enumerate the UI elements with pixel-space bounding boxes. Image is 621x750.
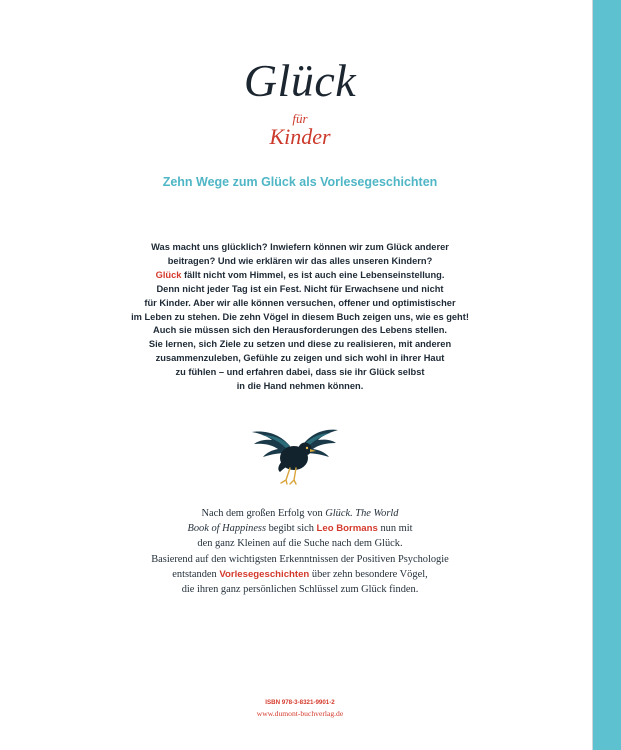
about-highlight: Vorlesegeschichten [219,568,310,580]
black-bird-flying-icon [250,420,340,490]
blurb-line-rest: fällt nicht vom Himmel, es ist auch eine Lebenseinstellung. [181,269,445,280]
isbn: ISBN 978-3-8321-9901-2 [265,699,335,706]
about-text [120,506,480,597]
book-subtitle: Zehn Wege zum Glück als Vorlesegeschichten [162,175,438,189]
blurb-line: beitragen? Und wie erklären wir das alles unseren Kindern? [167,255,433,266]
about-line [120,521,480,536]
blurb-line: Auch sie müssen sich den Herausforderungen des Lebens stellen. [153,325,447,336]
about-text-span: nun mit [377,523,413,535]
blurb-text [110,241,490,394]
spine-band [593,0,621,750]
blurb-line [110,269,490,283]
blurb-line: Denn nicht jeder Tag ist ein Fest. Nicht für Erwachsene und nicht [156,283,444,294]
blurb-line: im Leben zu stehen. Die zehn Vögel in diesem Buch zeigen uns, wie es geht! [131,311,469,322]
about-line: den ganz Kleinen auf die Suche nach dem Glück. [197,538,403,550]
about-line: die ihren ganz persönlichen Schlüssel zum Glück finden. [181,584,419,596]
blurb-line: für Kinder. Aber wir alle können versuchen, offener und optimistischer [144,297,456,308]
blurb-line: Sie lernen, sich Ziele zu setzen und diese zu realisieren, mit anderen [148,339,452,350]
about-text-span: begibt sich [266,523,317,535]
related-book-title: Glück. The World [325,508,399,519]
about-text-span: über zehn besondere Vögel, [309,568,428,580]
blurb-highlight: Glück [155,269,182,280]
book-title: Glück [243,55,357,106]
blurb-line: in die Hand nehmen können. [236,381,364,392]
blurb-line: zusammenzuleben, Gefühle zu zeigen und sich wohl in ihrer Haut [155,353,445,364]
author-name: Leo Bormans [316,523,378,535]
related-book-title: Book of Happiness [187,523,267,535]
book-title-connector: für [292,111,308,126]
publisher-url[interactable]: www.dumont-buchverlag.de [256,709,344,718]
book-title-second: Kinder [269,124,331,149]
about-line [120,567,480,582]
about-line [120,506,480,521]
blurb-line: Was macht uns glücklich? Inwiefern können wir zum Glück anderer [151,242,449,252]
about-line: Basierend auf den wichtigsten Erkenntnissen der Positiven Psychologie [151,553,449,565]
about-text-span: entstanden [172,568,220,580]
about-text-span: Nach dem großen Erfolg von [201,508,326,519]
blurb-line: zu fühlen – und erfahren dabei, dass sie ihr Glück selbst [175,367,425,378]
